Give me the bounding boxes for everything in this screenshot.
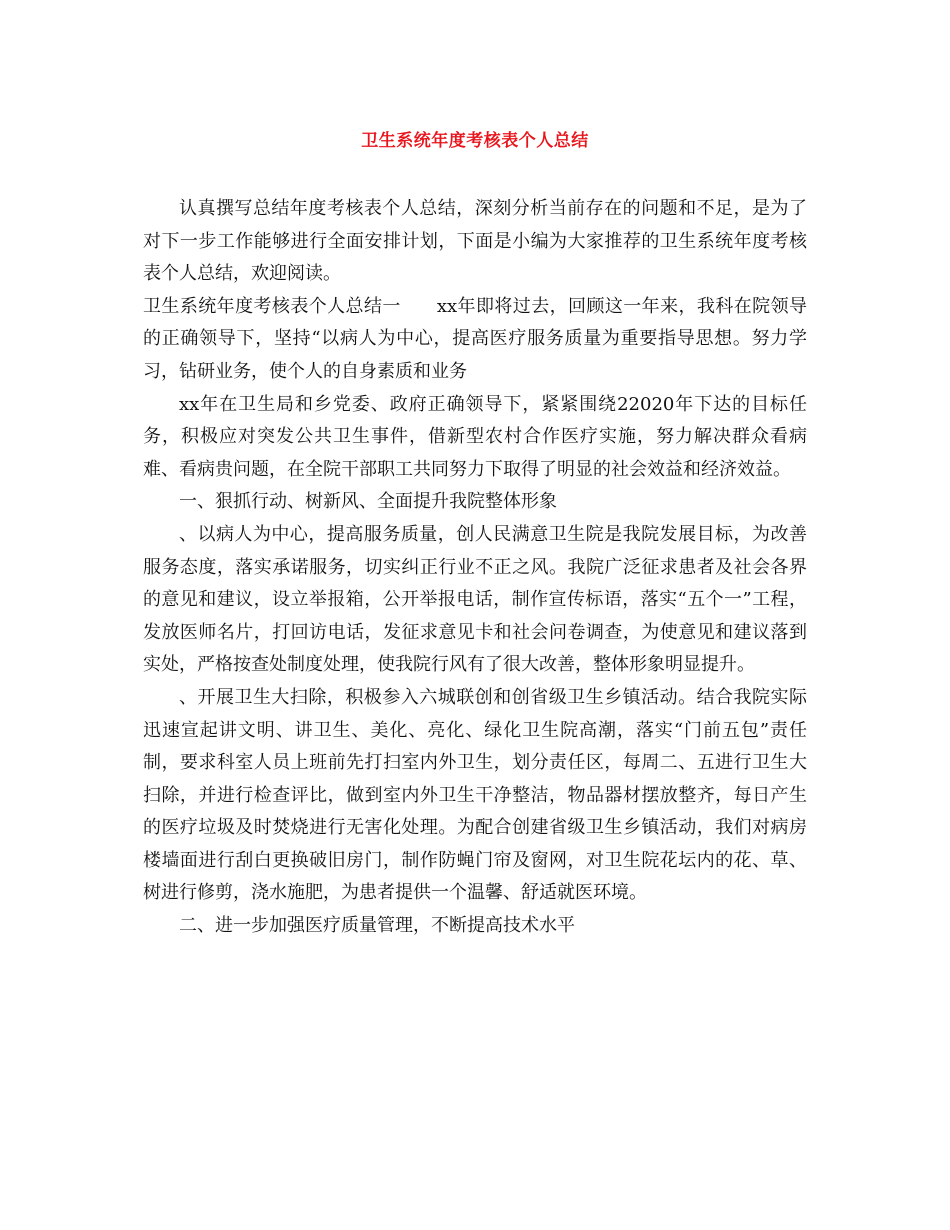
heading-1: 一、狠抓行动、树新风、全面提升我院整体形象 [179, 491, 557, 513]
paragraph-2: xx年在卫生局和乡党委、政府正确领导下，紧紧围绕22020年下达的目标任务，积极应对突发公共卫生事件，借新型农村合作医疗实施，努力解决群众看病难、看病贵问题，在全院干部职工共同努力下取得了明显的社会效益和经济效益。 [143, 393, 807, 480]
paragraph-3: 、以病人为中心，提高服务质量，创人民满意卫生院是我院发展目标，为改善服务态度，落实承诺服务，切实纠正行业不正之风。我院广泛征求患者及社会各界的意见和建议，设立举报箱，公开举报电话，制作宣传标语，落实“五个一”工程，发放医师名片，打回访电话，发征求意见卡和社会问卷调查，为使意见和建议落到实处，严格按查处制度处理，使我院行风有了很大改善，整体形象明显提升。 [143, 523, 807, 676]
intro-paragraph: 认真撰写总结年度考核表个人总结，深刻分析当前存在的问题和不足，是为了对下一步工作能够进行全面安排计划，下面是小编为大家推荐的卫生系统年度考核表个人总结，欢迎阅读。 [143, 198, 807, 285]
section-paragraph [143, 291, 807, 389]
document-title: 卫生系统年度考核表个人总结 [361, 131, 589, 151]
section-heading: 卫生系统年度考核表个人总结一 [143, 295, 401, 317]
paragraph-4: 、开展卫生大扫除，积极参入六城联创和创省级卫生乡镇活动。结合我院实际迅速宣起讲文明、讲卫生、美化、亮化、绿化卫生院高潮，落实“门前五包”责任制，要求科室人员上班前先打扫室内外卫生，划分责任区，每周二、五进行卫生大扫除，并进行检查评比，做到室内外卫生干净整洁，物品器材摆放整齐，每日产生的医疗垃圾及时焚烧进行无害化处理。为配合创建省级卫生乡镇活动，我们对病房楼墙面进行刮白更换破旧房门，制作防蝇门帘及窗网，对卫生院花坛内的花、草、树进行修剪，浇水施肥，为患者提供一个温馨、舒适就医环境。 [143, 686, 807, 904]
section-text: xx年即将过去，回顾这一年来，我科在院领导的正确领导下，坚持“以病人为中心，提高医疗服务质量为重要指导思想。努力学习，钻研业务，使个人的自身素质和业务 [143, 295, 807, 382]
heading-2: 二、进一步加强医疗质量管理，不断提高技术水平 [179, 915, 575, 937]
document-body [143, 193, 807, 943]
